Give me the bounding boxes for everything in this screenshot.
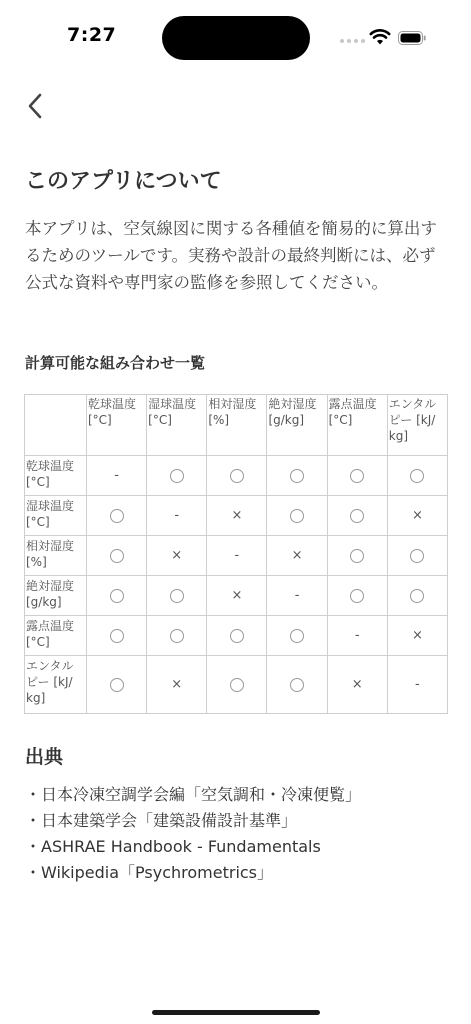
table-cell (207, 656, 267, 714)
circle-mark-icon (230, 629, 244, 643)
row-header: 乾球温度 [°C] (25, 456, 87, 496)
circle-mark-icon (410, 469, 424, 483)
page-title: このアプリについて (25, 169, 222, 194)
circle-mark-icon (410, 549, 424, 563)
table-cell (207, 456, 267, 496)
table-body (25, 456, 448, 714)
circle-mark-icon (350, 469, 364, 483)
table-cell: × (147, 656, 207, 714)
table-row (25, 536, 448, 576)
circle-mark-icon (110, 678, 124, 692)
circle-mark-icon (410, 589, 424, 603)
circle-mark-icon (110, 549, 124, 563)
table-cell (147, 616, 207, 656)
row-header: 相対湿度 [%] (25, 536, 87, 576)
table-cell (387, 456, 447, 496)
table-cell (267, 616, 327, 656)
source-item: ・ASHRAE Handbook - Fundamentals (25, 837, 321, 856)
circle-mark-icon (110, 589, 124, 603)
table-cell (387, 536, 447, 576)
table-cell: × (207, 496, 267, 536)
table-cell (87, 656, 147, 714)
source-item: ・日本建築学会「建築設備設計基準」 (25, 811, 298, 830)
circle-mark-icon (170, 589, 184, 603)
column-header: 相対湿度 [%] (207, 395, 267, 456)
row-header: 湿球温度 [°C] (25, 496, 87, 536)
table-cell: - (327, 616, 387, 656)
home-indicator (152, 1010, 320, 1015)
table-cell: × (387, 496, 447, 536)
table-row (25, 456, 448, 496)
chevron-left-icon (27, 93, 43, 119)
circle-mark-icon (350, 549, 364, 563)
circle-mark-icon (170, 629, 184, 643)
table-cell (147, 576, 207, 616)
table-row (25, 616, 448, 656)
table-cell (147, 456, 207, 496)
circle-mark-icon (350, 509, 364, 523)
table-cell (267, 456, 327, 496)
column-header: 湿球温度 [°C] (147, 395, 207, 456)
table-cell (267, 656, 327, 714)
source-item: ・日本冷凍空調学会編「空気調和・冷凍便覧」 (25, 785, 362, 804)
table-cell (327, 576, 387, 616)
table-cell (267, 496, 327, 536)
status-time: 7:27 (67, 24, 117, 46)
column-header: 露点温度 [°C] (327, 395, 387, 456)
table-cell: × (207, 576, 267, 616)
table-cell (327, 496, 387, 536)
table-cell (327, 456, 387, 496)
circle-mark-icon (290, 629, 304, 643)
table-cell: - (207, 536, 267, 576)
row-header: エンタル ピー [kJ/ kg] (25, 656, 87, 714)
circle-mark-icon (110, 629, 124, 643)
row-header: 露点温度 [°C] (25, 616, 87, 656)
table-cell: - (87, 456, 147, 496)
cellular-signal-icon (340, 38, 366, 44)
status-bar (0, 0, 471, 75)
dynamic-island (162, 16, 310, 60)
source-item: ・Wikipedia「Psychrometrics」 (25, 863, 274, 882)
circle-mark-icon (350, 589, 364, 603)
sources-list (25, 782, 361, 886)
intro-text: 本アプリは、空気線図に関する各種値を簡易的に算出するためのツールです。実務や設計の最終判断には、必ず公式な資料や専門家の監修を参照してください。 (25, 219, 437, 292)
table-cell: - (147, 496, 207, 536)
column-header: エンタル ピー [kJ/ kg] (387, 395, 447, 456)
table-cell: × (327, 656, 387, 714)
sources-heading: 出典 (25, 746, 64, 768)
battery-icon (398, 31, 426, 45)
circle-mark-icon (230, 678, 244, 692)
column-header: 乾球温度 [°C] (87, 395, 147, 456)
back-button[interactable] (18, 88, 52, 124)
column-header: 絶対湿度 [g/kg] (267, 395, 327, 456)
table-cell (207, 616, 267, 656)
table-corner-cell (25, 395, 87, 456)
table-header-row (25, 395, 448, 456)
table-row (25, 576, 448, 616)
table-row (25, 496, 448, 536)
table-cell: - (267, 576, 327, 616)
table-cell (87, 496, 147, 536)
table-cell (87, 536, 147, 576)
circle-mark-icon (290, 678, 304, 692)
circle-mark-icon (290, 509, 304, 523)
table-cell (387, 576, 447, 616)
table-cell (327, 536, 387, 576)
circle-mark-icon (290, 469, 304, 483)
table-cell (87, 616, 147, 656)
combinations-heading: 計算可能な組み合わせ一覧 (25, 354, 206, 372)
table-cell: × (147, 536, 207, 576)
circle-mark-icon (110, 509, 124, 523)
row-header: 絶対湿度 [g/kg] (25, 576, 87, 616)
wifi-icon (369, 28, 391, 46)
table-cell: - (387, 656, 447, 714)
combinations-table (24, 394, 448, 714)
table-cell: × (387, 616, 447, 656)
circle-mark-icon (230, 469, 244, 483)
circle-mark-icon (170, 469, 184, 483)
table-row (25, 656, 448, 714)
table-cell: × (267, 536, 327, 576)
table-cell (87, 576, 147, 616)
